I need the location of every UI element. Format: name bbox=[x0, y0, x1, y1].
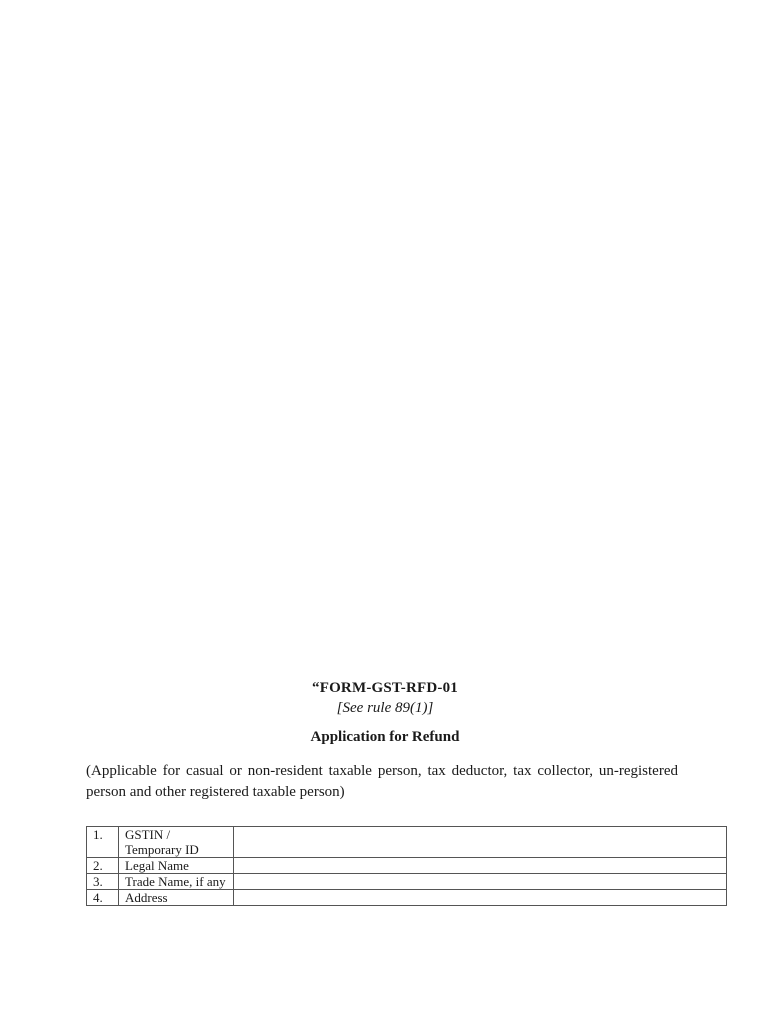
row-label: GSTIN / Temporary ID bbox=[119, 827, 234, 858]
row-value-field[interactable] bbox=[234, 827, 727, 858]
row-value-field[interactable] bbox=[234, 874, 727, 890]
row-number: 4. bbox=[87, 890, 119, 906]
row-number: 2. bbox=[87, 858, 119, 874]
applicant-details-table bbox=[86, 826, 727, 906]
form-title: “FORM-GST-RFD-01 bbox=[312, 680, 458, 696]
row-number: 3. bbox=[87, 874, 119, 890]
applicability-note: (Applicable for casual or non-resident taxable person, tax deductor, tax collector, un-registered person and other registered taxable person) bbox=[86, 763, 678, 800]
row-value-field[interactable] bbox=[234, 858, 727, 874]
row-label: Address bbox=[119, 890, 234, 906]
form-rule-reference: [See rule 89(1)] bbox=[336, 700, 434, 716]
table-row bbox=[87, 890, 727, 906]
row-value-field[interactable] bbox=[234, 890, 727, 906]
table-row bbox=[87, 874, 727, 890]
row-number: 1. bbox=[87, 827, 119, 858]
table-row bbox=[87, 827, 727, 858]
row-label: Legal Name bbox=[119, 858, 234, 874]
table-row bbox=[87, 858, 727, 874]
row-label: Trade Name, if any bbox=[119, 874, 234, 890]
form-heading: Application for Refund bbox=[310, 729, 460, 745]
